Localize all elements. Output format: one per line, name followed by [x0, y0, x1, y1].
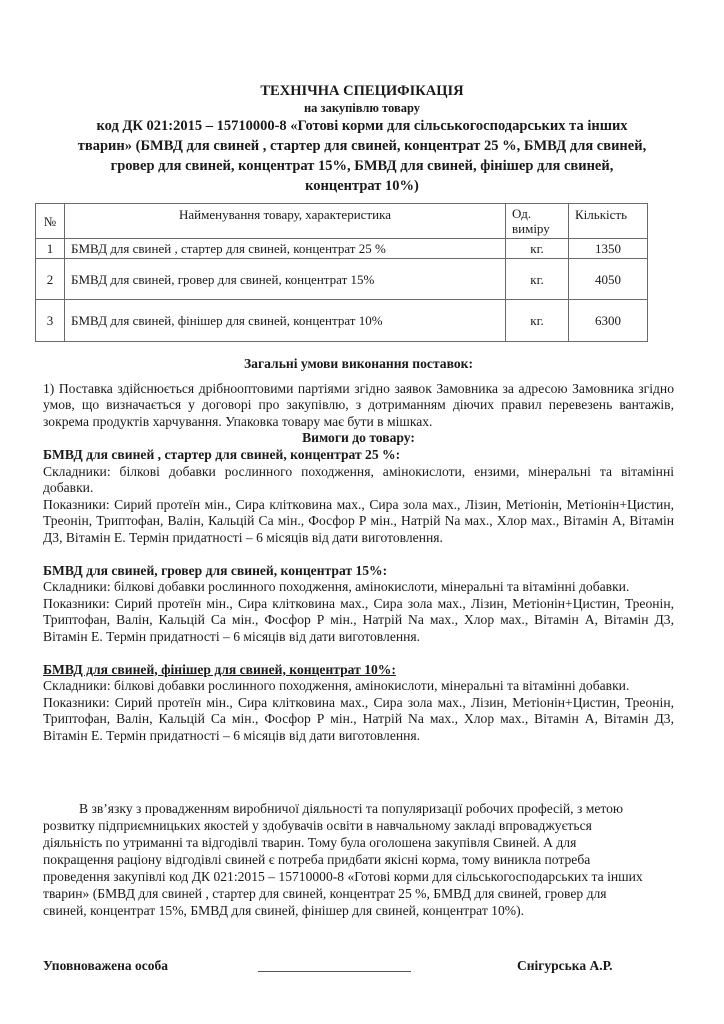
- document-subtitle: на закупівлю товару: [303, 101, 421, 115]
- product-1-ingredients: Складники: білкові добавки рослинного походження, амінокислоти, ензими, мінеральні та вітамінні добавки.: [43, 463, 674, 496]
- signatory-name: Снігурська А.Р.: [517, 958, 613, 973]
- row-name: БМВД для свиней, гровер для свиней, концентрат 15%: [65, 259, 506, 300]
- column-header-quantity: Кількість: [569, 204, 648, 239]
- product-2-title: БМВД для свиней, гровер для свиней, концентрат 15%:: [43, 562, 388, 578]
- product-3-indicators: Показники: Сирий протеїн мін., Сира клітковина мах., Сира зола мах., Лізин, Метіонін+Цистин, Треонін, Триптофан, Валін, Кальцій Са мін., Фосфор Р мін., Натрій Na мах., Хлор мах., Вітамін А, Вітамін Д3, Вітамін Е. Термін придатності – 6 місяців від дати виготовлення.: [43, 694, 674, 743]
- product-2-indicators: Показники: Сирий протеїн мін., Сира клітковина мах., Сира зола мах., Лізин, Метіонін+Цистин, Треонін, Триптофан, Валін, Кальцій Са мін., Фосфор Р мін., Натрій Na мах., Хлор мах., Вітамін А, Вітамін Д3, Вітамін Е. Термін придатності – 6 місяців від дати виготовлення.: [43, 595, 674, 644]
- product-3-title: БМВД для свиней, фінішер для свиней, концентрат 10%:: [43, 661, 396, 677]
- row-unit: кг.: [506, 239, 569, 259]
- signature-role: Уповноважена особа: [43, 958, 169, 973]
- general-terms-heading: Загальні умови виконання поставок:: [244, 356, 473, 371]
- terms-section: [43, 356, 674, 744]
- procurement-code-line-3: гровер для свиней, концентрат 15%, БМВД для свиней, фінішер для свиней,: [110, 158, 614, 174]
- row-name: БМВД для свиней, фінішер для свиней, концентрат 10%: [65, 300, 506, 342]
- product-3-ingredients: Складники: білкові добавки рослинного походження, амінокислоти, мінеральні та вітамінні добавки.: [43, 678, 630, 694]
- row-number: 2: [36, 259, 65, 300]
- row-quantity: 1350: [569, 239, 648, 259]
- row-number: 3: [36, 300, 65, 342]
- table-row: [36, 259, 648, 300]
- product-2-ingredients: Складники: білкові добавки рослинного походження, амінокислоти, мінеральні та вітамінні добавки.: [43, 579, 630, 595]
- product-1-title: БМВД для свиней , стартер для свиней, концентрат 25 %:: [43, 446, 401, 462]
- signature-line: [258, 971, 411, 972]
- table-row: [36, 239, 648, 259]
- title-block: [40, 82, 684, 196]
- justification-section: [43, 800, 643, 919]
- specification-table: [35, 203, 648, 342]
- procurement-code-line-2: тварин» (БМВД для свиней , стартер для свиней, концентрат 25 %, БМВД для свиней,: [77, 138, 647, 154]
- product-1-indicators: Показники: Сирий протеїн мін., Сира клітковина мах., Сира зола мах., Лізин, Метіонін, Метіонін+Цистин, Треонін, Триптофан, Валін, Кальцій Са мін., Фосфор Р мін., Натрій Na мах., Хлор мах., Вітамін А, Вітамін Д3, Вітамін Е. Термін придатності – 6 місяців від дати виготовлення.: [43, 496, 674, 545]
- column-header-name: Найменування товару, характеристика: [65, 204, 506, 239]
- justification-text: В зв’язку з провадженням виробничої діяльності та популяризації робочих професій, з метою розвитку підприємницьких якостей у здобувачів освіти в навчальному закладі впроваджується діяльність по утриманні та відгодівлі тварин. Тому була оголошена закупівля Свиней. А для покращення раціону відгодівлі свиней є потреба придбати якісні корма, тому виникла потреба проведення закупівлі код ДК 021:2015 – 15710000-8 «Готові корми для сільськогосподарських та інших тварин» (БМВД для свиней , стартер для свиней, концентрат 25 %, БМВД для свиней, гровер для свиней, концентрат 15%, БМВД для свиней, фінішер для свиней, концентрат 10%).: [43, 801, 643, 918]
- column-header-unit: Од. виміру: [506, 204, 569, 239]
- procurement-code-line-4: концентрат 10%): [305, 178, 419, 194]
- row-unit: кг.: [506, 300, 569, 342]
- row-number: 1: [36, 239, 65, 259]
- general-terms-text: 1) Поставка здійснюється дрібнооптовими партіями згідно заявок Замовника за адресою Замовника згідно умов, що визначається у договорі про закупівлю, з дотриманням діючих правил перевезень вантажів, зокрема продуктів харчування. Упаковка товару має бути в мішках.: [43, 380, 674, 429]
- table-row: [36, 300, 648, 342]
- column-header-number: №: [36, 204, 65, 239]
- row-quantity: 4050: [569, 259, 648, 300]
- procurement-code-line-1: код ДК 021:2015 – 15710000-8 «Готові корми для сільськогосподарських та інших: [96, 118, 628, 134]
- row-unit: кг.: [506, 259, 569, 300]
- table-header-row: [36, 204, 648, 239]
- row-quantity: 6300: [569, 300, 648, 342]
- document-title: ТЕХНІЧНА СПЕЦИФІКАЦІЯ: [260, 83, 464, 99]
- row-name: БМВД для свиней , стартер для свиней, концентрат 25 %: [65, 239, 506, 259]
- requirements-heading: Вимоги до товару:: [302, 430, 415, 446]
